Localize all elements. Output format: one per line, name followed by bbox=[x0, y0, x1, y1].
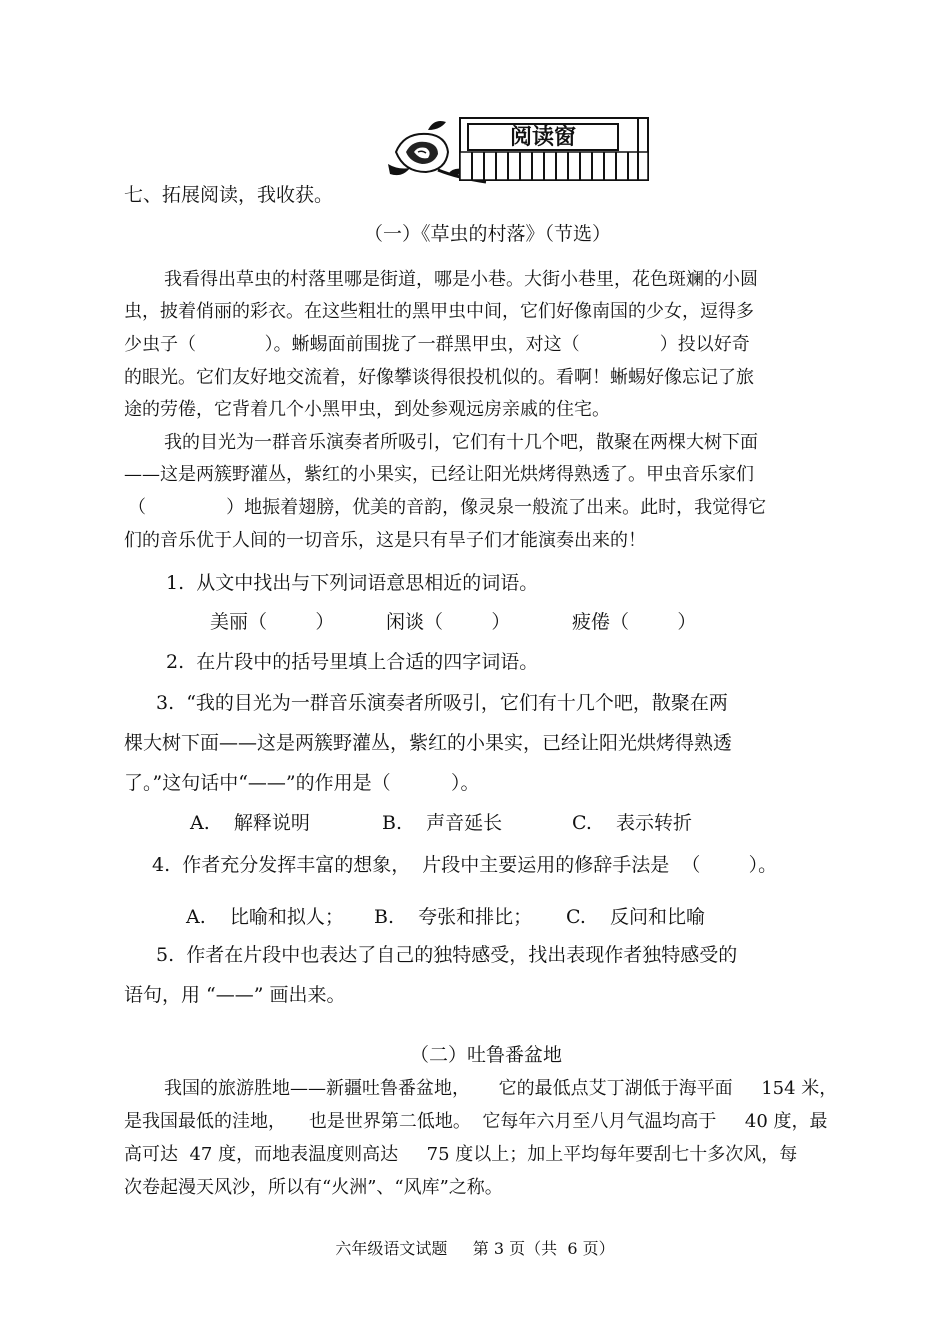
question-5-line: 语句，用 “——” 画出来。 bbox=[124, 984, 346, 1006]
question-4-option-a: A. 比喻和拟人； bbox=[186, 906, 344, 928]
passage-1-line: （ ）地振着翅膀，优美的音韵，像灵泉一般流了出来。此时，我觉得它 bbox=[128, 497, 767, 518]
passage-2-line: 我国的旅游胜地——新疆吐鲁番盆地， 它的最低点艾丁湖低于海平面 154 米， bbox=[164, 1078, 838, 1099]
question-3-option-b: B. 声音延长 bbox=[382, 812, 503, 834]
section-heading: 七、拓展阅读，我收获。 bbox=[124, 184, 334, 206]
svg-text:阅读窗: 阅读窗 bbox=[509, 124, 577, 150]
passage-2-line: 高可达 47 度，而地表温度则高达 75 度以上；加上平均每年要刮七十多次风，每 bbox=[124, 1144, 798, 1165]
question-4-option-b: B. 夸张和排比； bbox=[374, 906, 533, 928]
page-footer: 六年级语文试题 第 3 页（共 6 页） bbox=[335, 1239, 615, 1258]
question-1-word: 美丽（ ） bbox=[210, 611, 335, 633]
passage-1-line: 我的目光为一群音乐演奏者所吸引，它们有十几个吧，散聚在两棵大树下面 bbox=[164, 432, 758, 453]
passage-1-line: 我看得出草虫的村落里哪是街道，哪是小巷。大街小巷里，花色斑斓的小圆 bbox=[164, 269, 758, 290]
passage-1-line: ——这是两簇野灌丛，紫红的小果实，已经让阳光烘烤得熟透了。甲虫音乐家们 bbox=[124, 464, 754, 485]
passage-1-line: 虫，披着俏丽的彩衣。在这些粗壮的黑甲虫中间，它们好像南国的少女，逗得多 bbox=[124, 301, 754, 322]
rose-and-books-illustration bbox=[388, 112, 650, 186]
question-3-line: 3. “我的目光为一群音乐演奏者所吸引，它们有十几个吧，散聚在两 bbox=[156, 692, 728, 714]
question-1: 1. 从文中找出与下列词语意思相近的词语。 bbox=[166, 572, 539, 594]
reading-window-banner bbox=[388, 112, 650, 186]
question-4-option-c: C. 反问和比喻 bbox=[566, 906, 706, 928]
question-2: 2. 在片段中的括号里填上合适的四字词语。 bbox=[166, 651, 539, 673]
passage-1-line: 的眼光。它们友好地交流着，好像攀谈得很投机似的。看啊！蜥蜴好像忘记了旅 bbox=[124, 367, 754, 388]
passage-1-line: 途的劳倦，它背着几个小黑甲虫，到处参观远房亲戚的住宅。 bbox=[124, 399, 610, 420]
passage-2-line: 次卷起漫天风沙，所以有“火洲”、“风库”之称。 bbox=[124, 1177, 503, 1198]
question-3-line: 棵大树下面——这是两簇野灌丛，紫红的小果实，已经让阳光烘烤得熟透 bbox=[124, 732, 733, 754]
passage-1-line: 少虫子（ ）。蜥蜴面前围拢了一群黑甲虫，对这（ ）投以好奇 bbox=[124, 334, 750, 355]
bookshelf-icon bbox=[460, 118, 648, 180]
question-4: 4. 作者充分发挥丰富的想象， 片段中主要运用的修辞手法是 （ ）。 bbox=[152, 854, 778, 876]
passage-1-line: 们的音乐优于人间的一切音乐，这是只有旱子们才能演奏出来的！ bbox=[124, 530, 646, 551]
question-3-option-a: A. 解释说明 bbox=[190, 812, 310, 834]
passage-2-line: 是我国最低的洼地， 也是世界第二低地。 它每年六月至八月气温均高于 40 度，最 bbox=[124, 1111, 828, 1132]
question-5-line: 5. 作者在片段中也表达了自己的独特感受，找出表现作者独特感受的 bbox=[156, 944, 738, 966]
passage-2-title: （二）吐鲁番盆地 bbox=[410, 1044, 563, 1066]
question-1-word: 闲谈（ ） bbox=[386, 611, 511, 633]
question-3-line: 了。”这句话中“——”的作用是（ ）。 bbox=[124, 772, 480, 794]
passage-1-title: （一）《草虫的村落》（节选） bbox=[364, 223, 612, 245]
question-3-option-c: C. 表示转折 bbox=[572, 812, 693, 834]
question-1-word: 疲倦（ ） bbox=[572, 611, 697, 633]
